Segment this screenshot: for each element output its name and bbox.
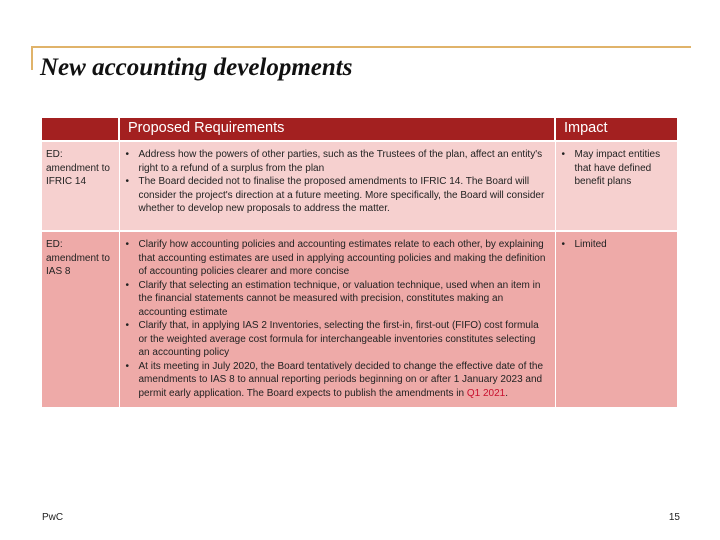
requirements-list <box>126 148 549 216</box>
header-proposed-requirements: Proposed Requirements <box>119 118 555 141</box>
list-item-period: . <box>505 387 508 399</box>
accent-line-vertical <box>31 46 33 70</box>
accent-line-horizontal <box>31 46 691 48</box>
table-header-row <box>42 118 677 141</box>
table-row <box>42 231 677 407</box>
list-item: • Limited <box>562 238 672 252</box>
table-row <box>42 141 677 231</box>
impact-cell <box>555 231 677 407</box>
impact-list <box>562 238 672 252</box>
list-item: • Address how the powers of other parties, such as the Trustees of the plan, affect an entity's right to a refund of a surplus from the plan <box>126 148 549 175</box>
row-label: ED: amendment to IAS 8 <box>42 231 119 407</box>
list-item: • Clarify that selecting an estimation technique, or valuation technique, used when an item in the financial statements cannot be measured with precision, constitutes making an accounting estimate <box>126 279 549 320</box>
footer-brand: PwC <box>42 512 64 523</box>
list-item: • Clarify how accounting policies and accounting estimates relate to each other, by explaining that accounting estimates are used in applying accounting policies and making the definition of accounting policies clearer and more concise <box>126 238 549 279</box>
highlight-date: Q1 2021 <box>466 387 506 399</box>
header-blank <box>42 118 119 141</box>
page-title: New accounting developments <box>40 54 353 81</box>
developments-table <box>42 118 677 407</box>
list-item <box>126 360 549 401</box>
requirements-list <box>126 238 549 400</box>
header-impact: Impact <box>555 118 677 141</box>
requirements-cell <box>119 141 555 231</box>
impact-cell <box>555 141 677 231</box>
row-label: ED: amendment to IFRIC 14 <box>42 141 119 231</box>
list-item: • The Board decided not to finalise the proposed amendments to IFRIC 14. The Board will consider the project's direction at a future meeting. More specifically, the Board will consider whether to develop new proposals to address the matter. <box>126 175 549 216</box>
list-item: • May impact entities that have defined benefit plans <box>562 148 672 189</box>
list-item: • Clarify that, in applying IAS 2 Inventories, selecting the first-in, first-out (FIFO) cost formula or the weighted average cost formula for interchangeable inventories constitutes selecting an accounting policy <box>126 319 549 360</box>
requirements-cell <box>119 231 555 407</box>
impact-list <box>562 148 672 189</box>
list-item-text: At its meeting in July 2020, the Board tentatively decided to change the effective date of the amendments to IAS 8 to annual reporting periods beginning on or after 1 January 2023 and permit early application. The Board expects to publish the amendments in <box>138 360 544 399</box>
page-number: 15 <box>668 512 680 523</box>
